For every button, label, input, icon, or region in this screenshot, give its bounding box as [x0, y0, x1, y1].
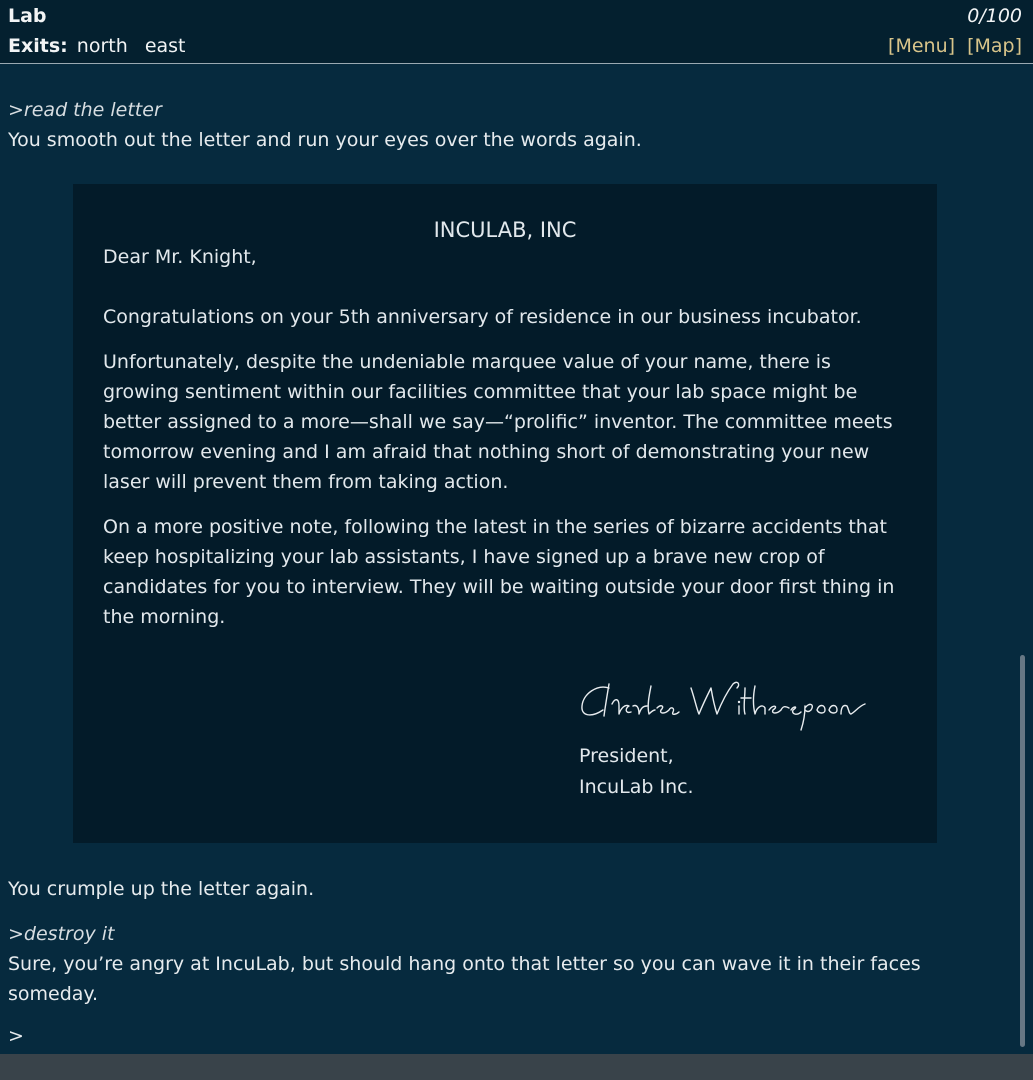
- transcript-continued: [8, 874, 1008, 1024]
- map-link[interactable]: [Map]: [967, 35, 1022, 57]
- score-display: 0/100: [967, 5, 1022, 27]
- exit-east-link[interactable]: east: [144, 35, 186, 57]
- letter-paragraph: Unfortunately, despite the undeniable marquee value of your name, there is growing sentiment within our facilities committee that your lab space might be better assigned to a more—shall we say—“prolific” inventor. The committee meets tomorrow evening and I am afraid that nothing short of demonstrating your new laser will prevent them from taking action.: [103, 351, 893, 493]
- signatory-title: President,: [579, 745, 674, 767]
- header-links: [882, 35, 1022, 57]
- exits-label: Exits:: [8, 35, 68, 57]
- command-input[interactable]: >: [8, 1025, 24, 1047]
- command-echo: >read the letter: [8, 99, 162, 121]
- response-text: You smooth out the letter and run your eyes over the words again.: [8, 129, 642, 151]
- location-name: Lab: [8, 5, 47, 27]
- signature-caption: [579, 741, 869, 803]
- scrollbar[interactable]: [1020, 655, 1025, 1047]
- bottom-bar: [0, 1054, 1033, 1080]
- letter-box: [73, 184, 937, 843]
- status-bar: [0, 0, 1033, 64]
- response-text: Sure, you’re angry at IncuLab, but should hang onto that letter so you can wave it in their faces someday.: [8, 953, 921, 1005]
- signatory-company: IncuLab Inc.: [579, 776, 694, 798]
- letter-paragraph: On a more positive note, following the latest in the series of bizarre accidents that keep hospitalizing your lab assistants, I have signed up a brave new crop of candidates for you to interview. They will be waiting outside your door first thing in the morning.: [103, 516, 895, 628]
- menu-link[interactable]: [Menu]: [888, 35, 956, 57]
- command-echo: >destroy it: [8, 923, 115, 945]
- signature-block: [579, 676, 869, 803]
- transcript: [8, 95, 1008, 155]
- letter-paragraph: Congratulations on your 5th anniversary of residence in our business incubator.: [103, 306, 862, 328]
- response-text: You crumple up the letter again.: [8, 878, 315, 900]
- letter-title: INCULAB, INC: [433, 218, 577, 242]
- letter-greeting: Dear Mr. Knight,: [103, 246, 257, 268]
- exit-north-link[interactable]: north: [76, 35, 128, 57]
- exits-list: [8, 35, 194, 57]
- handwritten-signature: [579, 676, 869, 732]
